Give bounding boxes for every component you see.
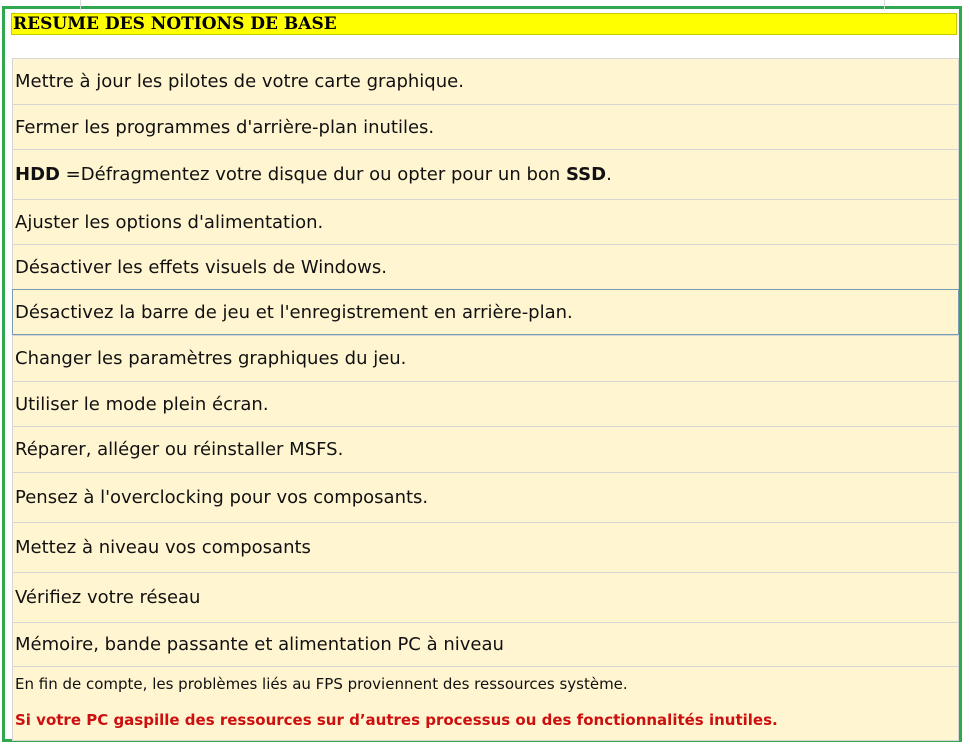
list-item-text-middle: =Défragmentez votre disque dur ou opter pour un bon xyxy=(59,164,567,185)
list-item-text: Ajuster les options d'alimentation. xyxy=(15,211,324,233)
list-item xyxy=(12,335,959,381)
list-item-text-end: . xyxy=(606,164,612,185)
ssd-label: SSD xyxy=(566,164,607,185)
warning-note-text: Si votre PC gaspille des ressources sur d’autres processus ou des fonctionnalités inutiles. xyxy=(15,711,778,729)
list-item xyxy=(12,244,959,289)
document-title: RESUME DES NOTIONS DE BASE xyxy=(11,13,957,35)
list-item xyxy=(12,381,959,426)
list-item xyxy=(12,149,959,199)
page-margin-marker xyxy=(80,0,81,10)
tips-list xyxy=(12,58,959,742)
list-item xyxy=(12,199,959,244)
list-item xyxy=(12,572,959,622)
list-item xyxy=(12,472,959,522)
list-item xyxy=(12,622,959,666)
page-margin-marker xyxy=(884,0,885,10)
list-item xyxy=(12,522,959,572)
list-item-text xyxy=(15,164,612,185)
list-item xyxy=(12,104,959,149)
list-item xyxy=(12,426,959,472)
list-item-text: Vérifiez votre réseau xyxy=(15,587,201,608)
list-bottom-border xyxy=(12,740,959,741)
list-item-text: Mettez à niveau vos composants xyxy=(15,537,311,558)
list-item-text: Mettre à jour les pilotes de votre carte graphique. xyxy=(15,71,464,92)
list-item-text: Utiliser le mode plein écran. xyxy=(15,393,269,415)
list-item-text: Pensez à l'overclocking pour vos composants. xyxy=(15,487,429,508)
summary-note-text: En fin de compte, les problèmes liés au FPS proviennent des ressources système. xyxy=(15,674,628,693)
list-item-text: Réparer, alléger ou réinstaller MSFS. xyxy=(15,439,344,460)
list-item-text: Changer les paramètres graphiques du jeu. xyxy=(15,348,407,369)
list-item-text: Désactivez la barre de jeu et l'enregistrement en arrière-plan. xyxy=(15,301,573,323)
list-item-text: Fermer les programmes d'arrière-plan inutiles. xyxy=(15,116,435,138)
hdd-label: HDD xyxy=(15,164,60,185)
list-item-text: Mémoire, bande passante et alimentation PC à niveau xyxy=(15,634,504,655)
list-item xyxy=(12,58,959,104)
list-item-selected[interactable] xyxy=(12,289,959,335)
summary-note xyxy=(12,666,959,700)
warning-note xyxy=(12,700,959,740)
list-item-text: Désactiver les effets visuels de Windows. xyxy=(15,256,387,278)
